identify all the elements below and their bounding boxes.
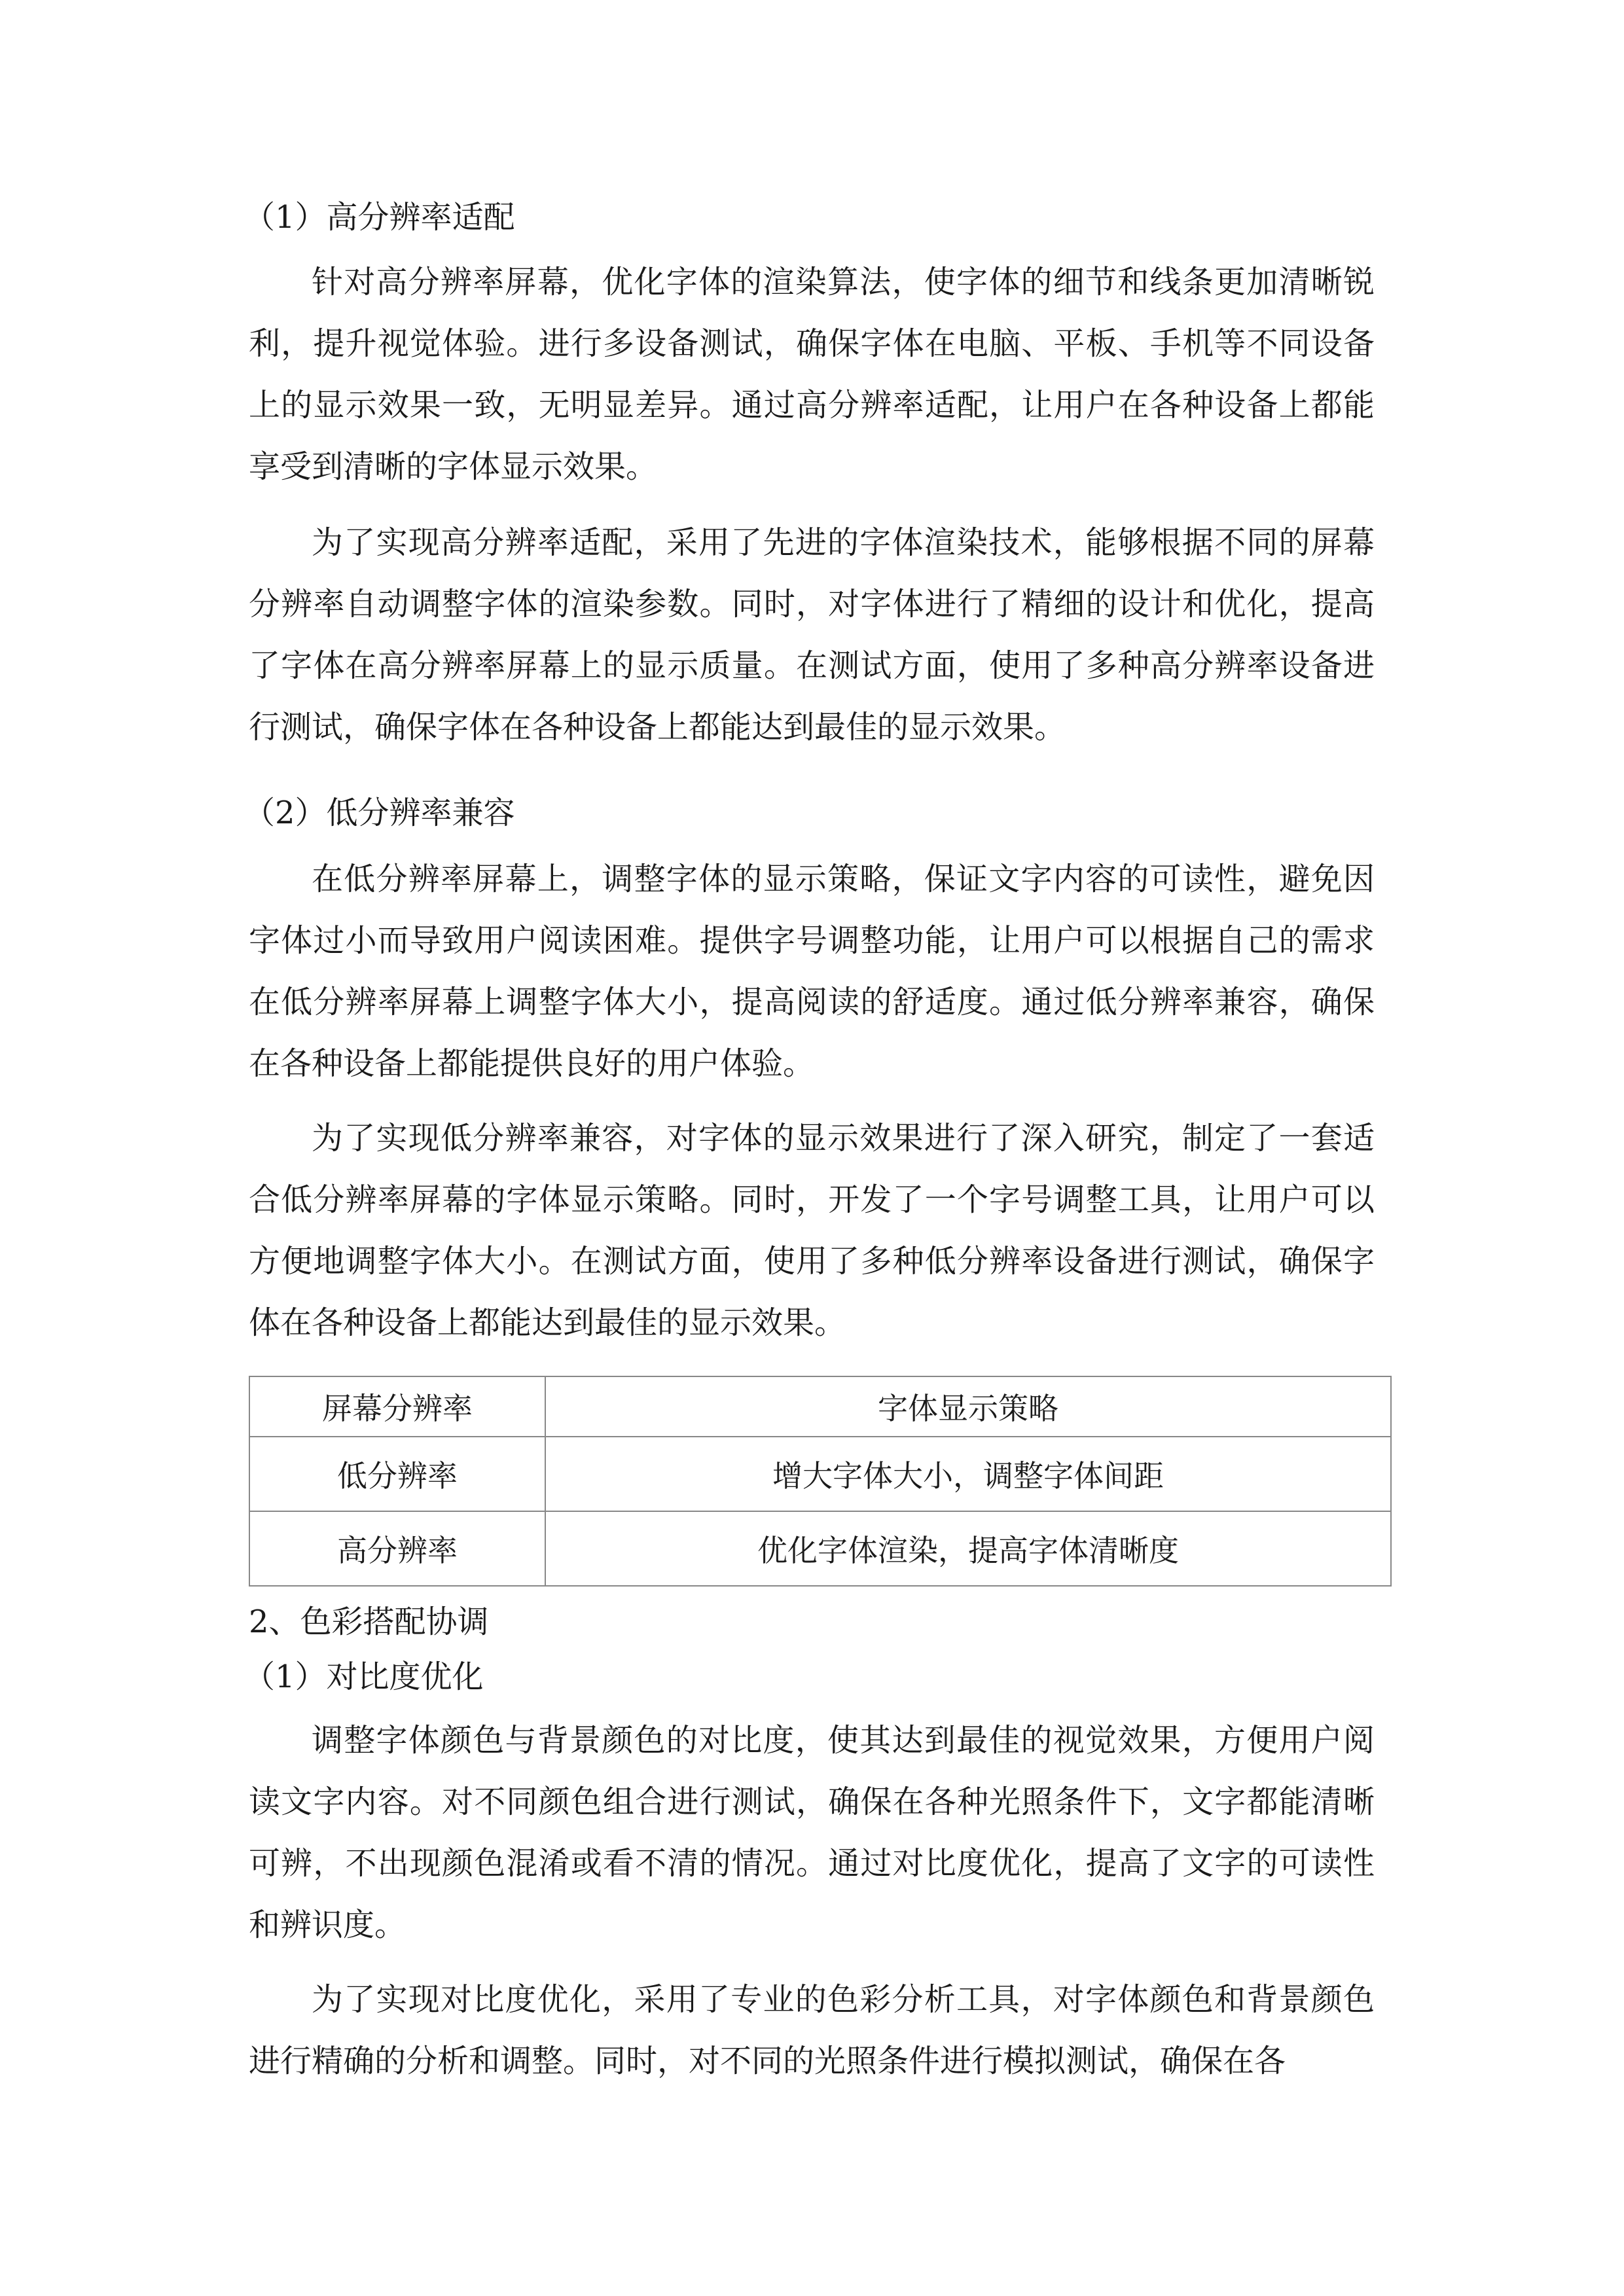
paragraph-low-res-2: 为了实现低分辨率兼容，对字体的显示效果进行了深入研究，制定了一套适合低分辨率屏幕的字体显示策略。同时，开发了一个字号调整工具，让用户可以方便地调整字体大小。在测试方面，使用了多种低分辨率设备进行测试，确保字体在各种设备上都能达到最佳的显示效果。	[249, 1120, 1375, 1341]
paragraph-high-res-1: 针对高分辨率屏幕，优化字体的渲染算法，使字体的细节和线条更加清晰锐利，提升视觉体验。进行多设备测试，确保字体在电脑、平板、手机等不同设备上的显示效果一致，无明显差异。通过高分辨率适配，让用户在各种设备上都能享受到清晰的字体显示效果。	[249, 264, 1375, 485]
resolution-strategy-table	[249, 1376, 1392, 1587]
table-row	[249, 1437, 1391, 1511]
heading-low-resolution: （2）低分辨率兼容	[244, 795, 515, 831]
table-header-row	[249, 1376, 1391, 1437]
table-cell: 高分辨率	[249, 1511, 545, 1586]
table-cell: 增大字体大小，调整字体间距	[545, 1437, 1391, 1511]
heading-contrast-optimization: （1）对比度优化	[244, 1659, 484, 1695]
table-cell: 优化字体渲染，提高字体清晰度	[545, 1511, 1391, 1586]
table-header-cell: 屏幕分辨率	[249, 1376, 545, 1437]
heading-high-resolution: （1）高分辨率适配	[244, 199, 515, 236]
table-row	[249, 1511, 1391, 1586]
heading-color-harmony: 2、色彩搭配协调	[249, 1604, 489, 1640]
paragraph-contrast-1: 调整字体颜色与背景颜色的对比度，使其达到最佳的视觉效果，方便用户阅读文字内容。对不同颜色组合进行测试，确保在各种光照条件下，文字都能清晰可辨，不出现颜色混淆或看不清的情况。通过对比度优化，提高了文字的可读性和辨识度。	[249, 1722, 1375, 1943]
paragraph-high-res-2: 为了实现高分辨率适配，采用了先进的字体渲染技术，能够根据不同的屏幕分辨率自动调整字体的渲染参数。同时，对字体进行了精细的设计和优化，提高了字体在高分辨率屏幕上的显示质量。在测试方面，使用了多种高分辨率设备进行测试，确保字体在各种设备上都能达到最佳的显示效果。	[249, 524, 1375, 745]
paragraph-contrast-2: 为了实现对比度优化，采用了专业的色彩分析工具，对字体颜色和背景颜色进行精确的分析和调整。同时，对不同的光照条件进行模拟测试，确保在各	[249, 1981, 1375, 2079]
table-cell: 低分辨率	[249, 1437, 545, 1511]
paragraph-low-res-1: 在低分辨率屏幕上，调整字体的显示策略，保证文字内容的可读性，避免因字体过小而导致用户阅读困难。提供字号调整功能，让用户可以根据自己的需求在低分辨率屏幕上调整字体大小，提高阅读的舒适度。通过低分辨率兼容，确保在各种设备上都能提供良好的用户体验。	[249, 861, 1375, 1082]
table-header-cell: 字体显示策略	[545, 1376, 1391, 1437]
